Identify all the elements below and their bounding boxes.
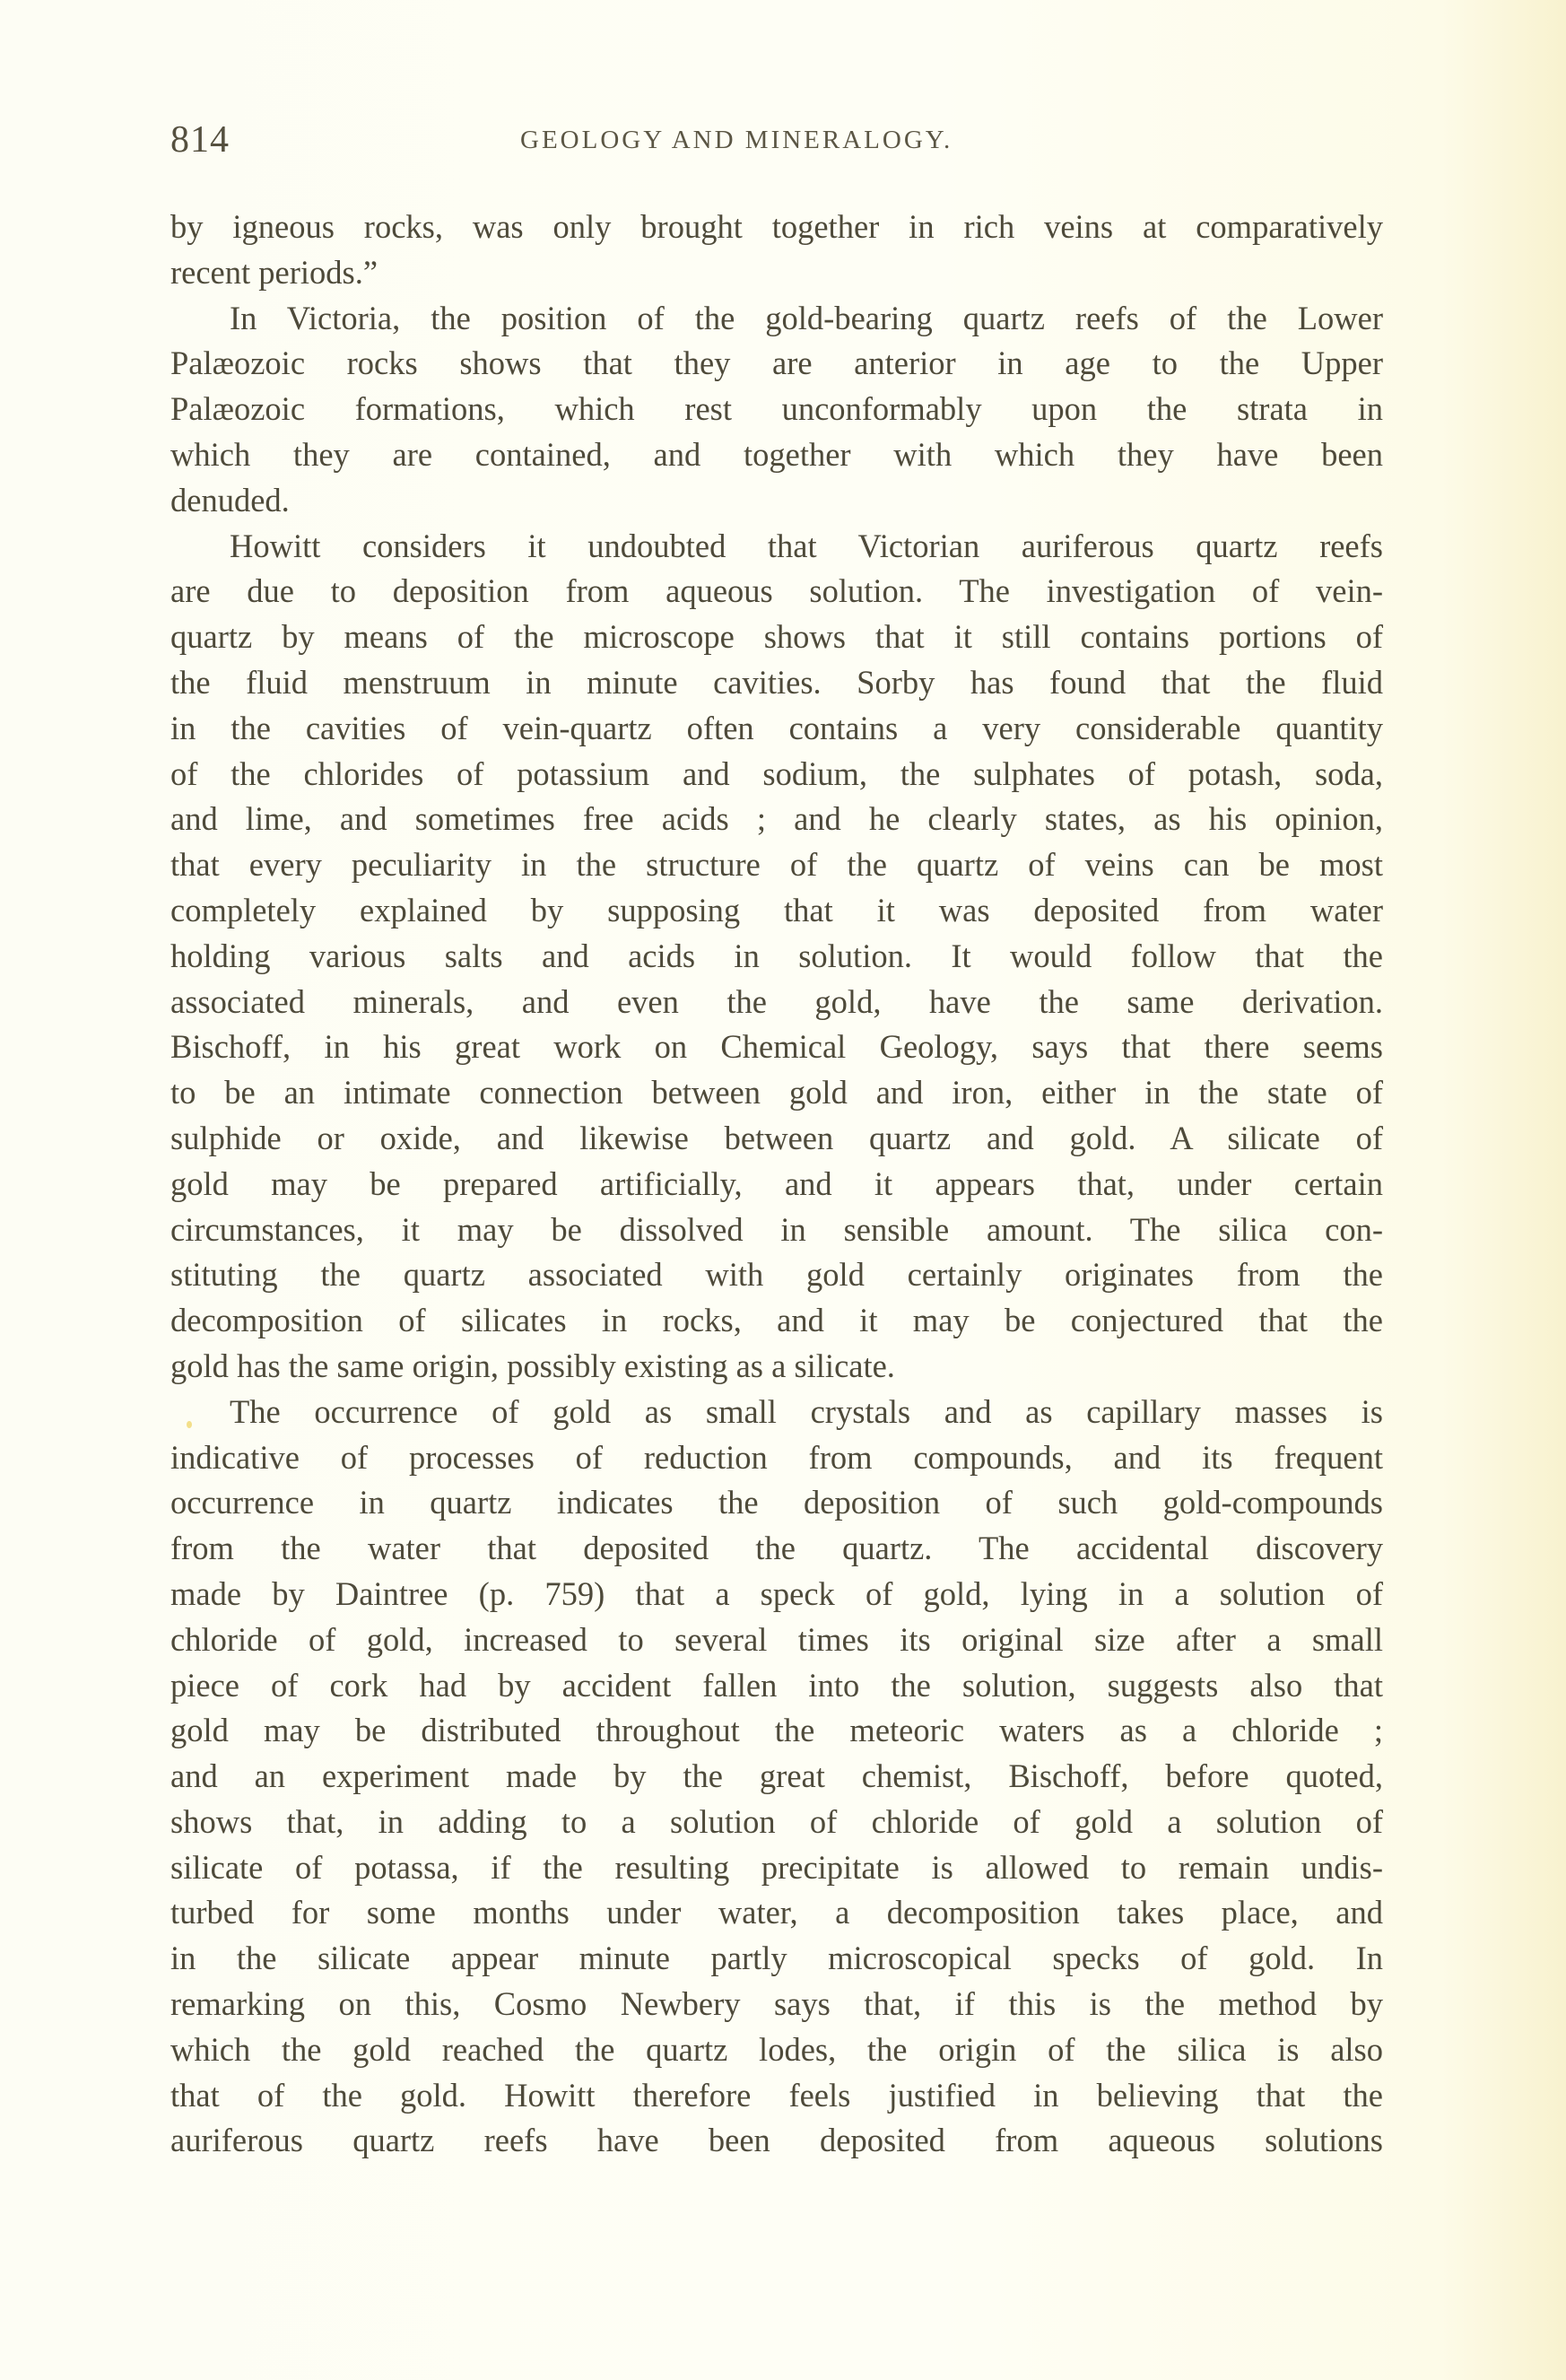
- text-line: indicative of processes of reduction from compounds, and its frequent: [170, 1438, 1383, 1476]
- text-line: which they are contained, and together with which they have been: [170, 435, 1383, 473]
- text-line: made by Daintree (p. 759) that a speck of gold, lying in a solution of: [170, 1574, 1383, 1612]
- text-line: from the water that deposited the quartz. The accidental discovery: [170, 1530, 1383, 1567]
- text-line: and lime, and sometimes free acids ; and he clearly states, as his opinion,: [170, 800, 1383, 838]
- text-line: gold may be distributed throughout the meteoric waters as a chloride ;: [170, 1712, 1383, 1749]
- text-line: shows that, in adding to a solution of chloride of gold a solution of: [170, 1802, 1383, 1840]
- text-line: chloride of gold, increased to several times its original size after a small: [170, 1620, 1383, 1658]
- text-line: completely explained by supposing that it was deposited from water: [170, 891, 1383, 928]
- text-line: in the silicate appear minute partly microscopical specks of gold. In: [170, 1940, 1383, 1977]
- text-line: holding various salts and acids in solution. It would follow that the: [170, 937, 1383, 974]
- page-number: 814: [170, 119, 230, 161]
- text-line: to be an intimate connection between gold and iron, either in the state of: [170, 1074, 1383, 1112]
- text-line: and an experiment made by the great chemist, Bischoff, before quoted,: [170, 1757, 1383, 1795]
- text-line: which the gold reached the quartz lodes, the origin of the silica is also: [170, 2030, 1383, 2068]
- text-line: of the chlorides of potassium and sodium, the sulphates of potash, soda,: [170, 754, 1383, 792]
- body-text: [170, 205, 1383, 2164]
- text-line: quartz by means of the microscope shows that it still contains portions of: [170, 618, 1383, 656]
- text-line: denuded.: [170, 481, 290, 519]
- text-line: that every peculiarity in the structure of the quartz of veins can be most: [170, 846, 1383, 884]
- text-line: are due to deposition from aqueous solution. The investigation of vein-: [170, 572, 1383, 610]
- running-head-title: GEOLOGY AND MINERALOGY.: [520, 126, 953, 154]
- text-line: gold may be prepared artificially, and it appears that, under certain: [170, 1164, 1383, 1202]
- text-line: decomposition of silicates in rocks, and it may be conjectured that the: [170, 1302, 1383, 1339]
- text-line: occurrence in quartz indicates the deposition of such gold-compounds: [170, 1484, 1383, 1521]
- running-head: [170, 118, 1383, 163]
- text-line: Bischoff, in his great work on Chemical Geology, says that there seems: [170, 1028, 1383, 1066]
- text-line: sulphide or oxide, and likewise between quartz and gold. A silicate of: [170, 1119, 1383, 1156]
- paragraph-start-line: In Victoria, the position of the gold-bearing quartz reefs of the Lower: [230, 299, 1383, 336]
- text-line: in the cavities of vein-quartz often contains a very considerable quantity: [170, 709, 1383, 746]
- text-line: associated minerals, and even the gold, have the same derivation.: [170, 982, 1383, 1020]
- text-line: Palæozoic rocks shows that they are anterior in age to the Upper: [170, 344, 1383, 382]
- text-line: silicate of potassa, if the resulting precipitate is allowed to remain undis-: [170, 1848, 1383, 1886]
- text-line: turbed for some months under water, a decomposition takes place, and: [170, 1894, 1383, 1931]
- text-line: stituting the quartz associated with gold certainly originates from the: [170, 1256, 1383, 1294]
- paragraph-start-line: The occurrence of gold as small crystals and as capillary masses is: [230, 1392, 1383, 1430]
- text-line: piece of cork had by accident fallen into the solution, suggests also that: [170, 1666, 1383, 1704]
- text-line: that of the gold. Howitt therefore feels justified in believing that the: [170, 2076, 1383, 2114]
- text-line: gold has the same origin, possibly existing as a silicate.: [170, 1347, 895, 1384]
- text-line: remarking on this, Cosmo Newbery says that, if this is the method by: [170, 1985, 1383, 2023]
- paragraph-start-line: Howitt considers it undoubted that Victorian auriferous quartz reefs: [230, 527, 1383, 564]
- text-line: recent periods.”: [170, 253, 378, 291]
- text-line: auriferous quartz reefs have been deposited from aqueous solutions: [170, 2122, 1383, 2159]
- text-line: the fluid menstruum in minute cavities. Sorby has found that the fluid: [170, 663, 1383, 701]
- text-line: by igneous rocks, was only brought together in rich veins at comparatively: [170, 208, 1383, 245]
- text-line: circumstances, it may be dissolved in sensible amount. The silica con-: [170, 1210, 1383, 1248]
- text-line: Palæozoic formations, which rest unconformably upon the strata in: [170, 390, 1383, 428]
